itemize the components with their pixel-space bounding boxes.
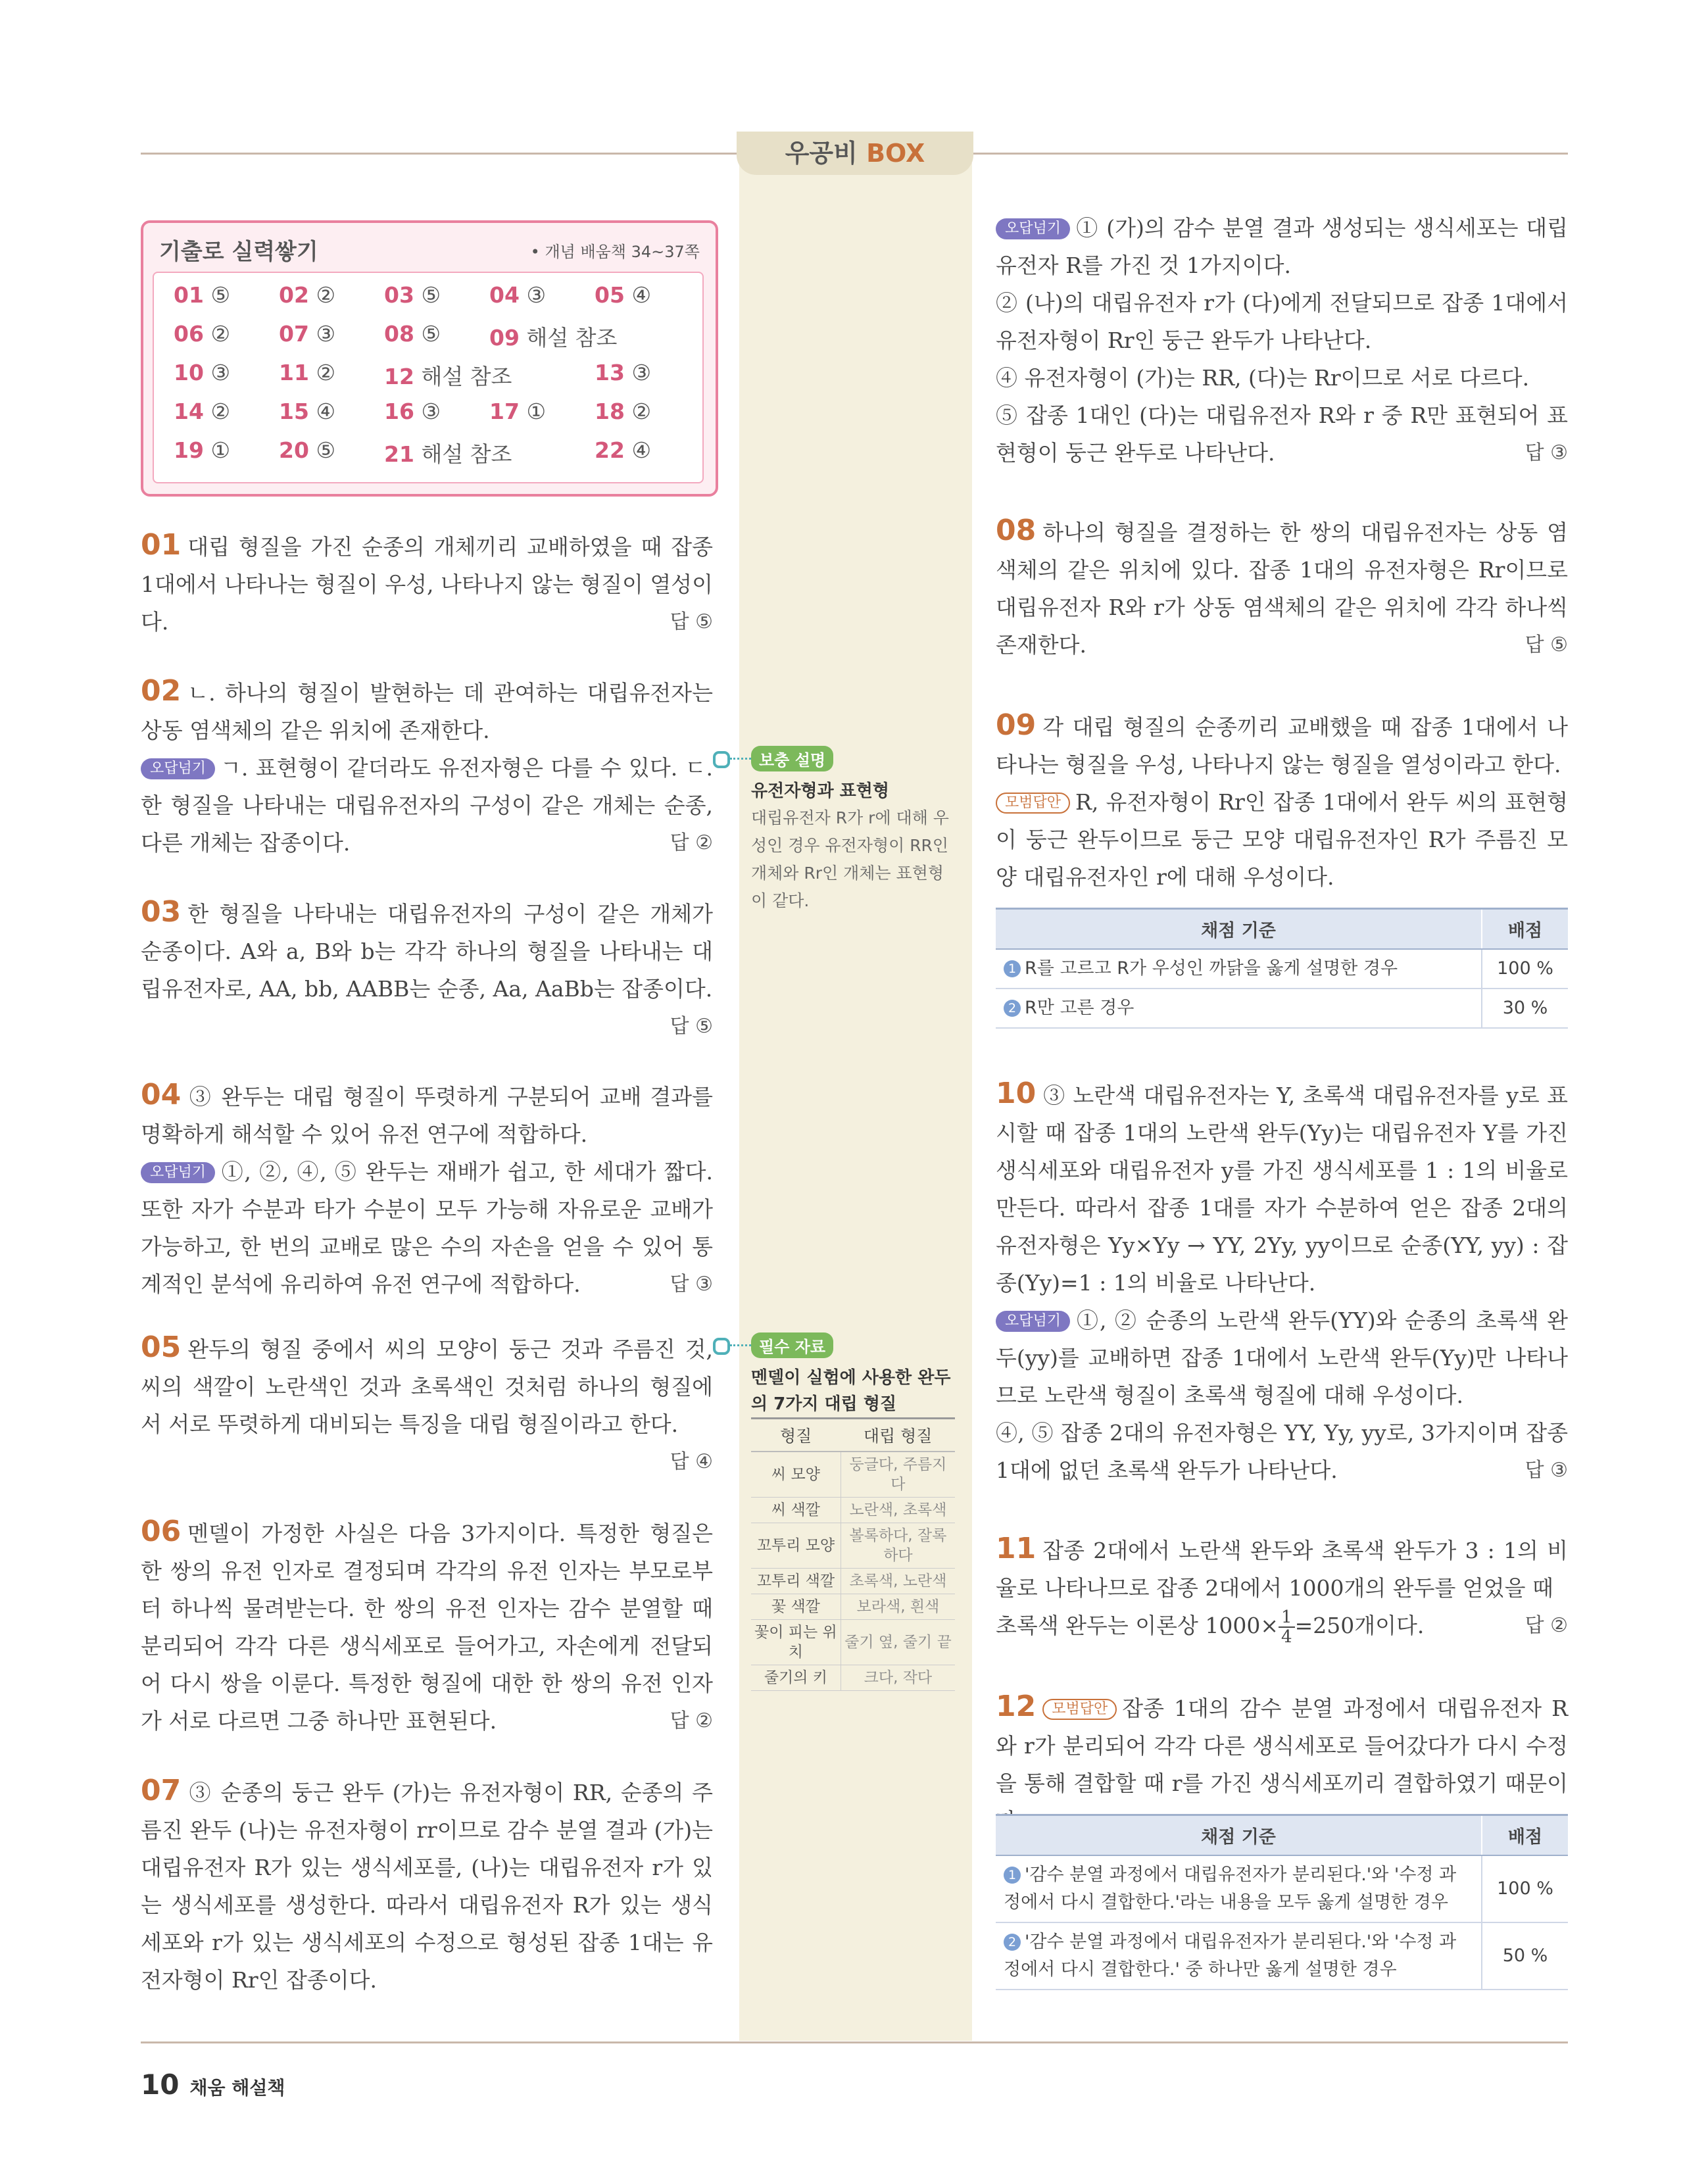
page-footer [141, 2068, 285, 2101]
question-number: 06 [141, 1515, 182, 1548]
question-number: 01 [141, 528, 182, 562]
grading-header-criteria: 채점 기준 [996, 1815, 1482, 1856]
question-07: 07 ③ 순종의 둥근 완두 (가)는 유전자형이 RR, 순종의 주름진 완두 (나)는 유전자형이 rr이므로 감수 분열 결과 (가)는 대립유전자 R가 있는 생식세포를, (나)는 대립유전자 r가 있는 생식세포를 생성한다. 따라서 대립유전자 R가 있는 생식세포와 r가 있는 생식세포의 수정으로 형성된 잡종 1대는 유전자형이 Rr인 잡종이다. [141, 1774, 713, 1993]
question-number: 11 [996, 1532, 1037, 1565]
wrong-answer-badge: 오답넘기 [996, 218, 1070, 239]
answer-mark: 답 ③ [1525, 441, 1568, 464]
supplement-body: 대립유전자 R가 r에 대해 우성인 경우 유전자형이 RR인 개체와 Rr인 개체는 표현형이 같다. [751, 808, 949, 910]
bottom-rule [141, 2041, 1568, 2043]
answer-item: 06 ② [174, 321, 231, 347]
question-09: 09 각 대립 형질의 순종끼리 교배했을 때 잡종 1대에서 나타나는 형질을 우성, 나타나지 않는 형질을 열성이라고 한다. 모범답안 R, 유전자형이 Rr인 잡종 1대에서 완두 씨의 표현형이 둥근 완두이므로 둥근 모양 대립유전자인 R가 주름진 모양 대립유전자인 r에 대해 우성이다. [996, 708, 1568, 890]
traits-table [751, 1417, 955, 1691]
question-02: 02 ㄴ. 하나의 형질이 발현하는 데 관여하는 대립유전자는 상동 염색체의 같은 위치에 존재한다. 오답넘기 ㄱ. 표현형이 같더라도 유전자형은 다를 수 있다. ㄷ. 한 형질을 나타내는 대립유전자의 구성이 같은 개체는 순종, 다른 개체는 잡종이다. 답 ② [141, 672, 713, 862]
page-number: 10 [141, 2068, 180, 2101]
essential-heading: 멘델이 실험에 사용한 완두의 7가지 대립 형질 [751, 1368, 951, 1414]
grading-header-score: 배점 [1482, 1815, 1568, 1856]
answer-box [141, 220, 718, 497]
answer-item: 08 ⑤ [384, 321, 441, 347]
answer-item: 12 해설 참조 [384, 364, 512, 389]
side-note-essential [751, 1332, 962, 1691]
answer-mark: 답 ⑤ [670, 1015, 713, 1038]
traits-row: 꽃 색깔 보라색, 흰색 [751, 1594, 955, 1620]
answer-item: 02 ② [279, 282, 336, 308]
model-answer-badge: 모범답안 [996, 793, 1070, 814]
answer-item: 05 ④ [595, 282, 652, 308]
question-number: 12 [996, 1690, 1037, 1723]
question-number: 03 [141, 895, 182, 929]
traits-row: 꼬투리 모양 볼록하다, 잘록하다 [751, 1523, 955, 1569]
answer-mark: 답 ④ [670, 1450, 713, 1473]
connector-line [730, 1344, 751, 1346]
answer-item: 20 ⑤ [279, 437, 336, 463]
wrong-answer-badge: 오답넘기 [141, 1162, 215, 1183]
question-12: 12 모범답안 잡종 1대의 감수 분열 과정에서 대립유전자 R와 r가 분리되어 각각 다른 생식세포로 들어갔다가 다시 수정을 통해 결합할 때 r를 가진 생식세포끼리 결합하였기 때문이 [996, 1690, 1568, 1796]
grading-header-score: 배점 [1482, 909, 1568, 950]
grading-row: 1 '감수 분열 과정에서 대립유전자가 분리된다.'와 '수정 과정에서 다시 결합한다.'라는 내용을 모두 옳게 설명한 경우 100 % [996, 1855, 1568, 1922]
question-08: 08 하나의 형질을 결정하는 한 쌍의 대립유전자는 상동 염색체의 같은 위치에 있다. 잡종 1대의 유전자형은 Rr이므로 대립유전자 R와 r가 상동 염색체의 같은 위치에 각각 하나씩 존재한다. 답 ⑤ [996, 512, 1568, 664]
answer-item: 18 ② [595, 399, 652, 424]
model-answer-badge: 모범답안 [1042, 1699, 1117, 1720]
question-03: 03 한 형질을 나타내는 대립유전자의 구성이 같은 개체가 순종이다. A와 a, B와 b는 각각 하나의 형질을 나타내는 대립유전자로, AA, bb, AABB는 순종, Aa, AaBb는 잡종이다. 답 ⑤ [141, 893, 713, 1045]
answer-item: 01 ⑤ [174, 282, 231, 308]
grading-row: 2 R만 고른 경우 30 % [996, 989, 1568, 1028]
answer-mark: 답 ② [670, 1709, 713, 1732]
question-11: 11 잡종 2대에서 노란색 완두와 초록색 완두가 3 : 1의 비율로 나타나므로 잡종 2대에서 1000개의 완두를 얻었을 때 초록색 완두는 이론상 1000× $\frac{1}{4}$ =250개이다. 답 ② [996, 1532, 1568, 1647]
traits-header-trait: 형질 [751, 1419, 841, 1452]
supplement-tag: 보충 설명 [751, 746, 833, 771]
question-04: 04 ③ 완두는 대립 형질이 뚜렷하게 구분되어 교배 결과를 명확하게 해석할 수 있어 유전 연구에 적합하다. 오답넘기 ①, ②, ④, ⑤ 완두는 재배가 쉽고, 한 세대가 짧다. 또한 자가 수분과 타가 수분이 모두 가능해 자유로운 교배가 가능하고, 한 번의 교배로 많은 수의 자손을 얻을 수 있어 통계적인 분석에 유리하여 유전 연구에 적합하다. 답 ③ [141, 1076, 713, 1303]
essential-tag: 필수 자료 [751, 1332, 833, 1358]
question-06: 06 멘델이 가정한 사실은 다음 3가지이다. 특정한 형질은 한 쌍의 유전 인자로 결정되며 각각의 유전 인자는 부모로부터 하나씩 물려받는다. 한 쌍의 유전 인자는 감수 분열할 때 분리되어 각각 다른 생식세포로 들어가고, 자손에게 전달되어 다시 쌍을 이룬다. 특정한 형질에 대한 한 쌍의 유전 인자가 서로 다르면 그중 하나만 표현된다. 답 ② [141, 1513, 713, 1740]
answer-mark: 답 ⑤ [670, 610, 713, 633]
traits-row: 꼬투리 색깔 초록색, 노란색 [751, 1569, 955, 1594]
grading-row: 2 '감수 분열 과정에서 대립유전자가 분리된다.'와 '수정 과정에서 다시 결합한다.' 중 하나만 옳게 설명한 경우 50 % [996, 1922, 1568, 1990]
answer-grid [153, 272, 704, 483]
side-column [739, 163, 972, 2041]
answer-item: 03 ⑤ [384, 282, 441, 308]
question-number: 04 [141, 1078, 182, 1112]
answer-item: 11 ② [279, 360, 336, 385]
question-01: 01 대립 형질을 가진 순종의 개체끼리 교배하였을 때 잡종 1대에서 나타나는 형질이 우성, 나타나지 않는 형질이 열성이다. 답 ⑤ [141, 526, 713, 641]
answer-mark: 답 ② [670, 831, 713, 854]
answer-item: 14 ② [174, 399, 231, 424]
answer-item: 04 ③ [489, 282, 547, 308]
question-10: 10 ③ 노란색 대립유전자는 Y, 초록색 대립유전자를 y로 표시할 때 잡종 1대의 노란색 완두(Yy)는 대립유전자 Y를 가진 생식세포와 대립유전자 y를 가진 생식세포를 1 : 1의 비율로 만든다. 따라서 잡종 1대를 자가 수분하여 얻은 잡종 2대의 유전자형은 Yy×Yy → YY, 2Yy, yy이므로 순종(YY, yy) : 잡종(Yy)=1 : 1의 비율로 나타난다. 오답넘기 ①, ② 순종의 노란색 완두(YY)와 순종의 초록색 완두(yy)를 교배하면 잡종 1대에서 노란색 완두(Yy)만 나타나므로 노란색 형질이 초록색 형질에 대해 우성이다. ④, ⑤ 잡종 2대의 유전자형은 YY, Yy, yy로, 3가지이며 잡종 1대에 없던 초록색 완두가 나타난다. 답 ③ [996, 1075, 1568, 1489]
number-icon: 1 [1004, 960, 1021, 977]
number-icon: 2 [1004, 1934, 1021, 1951]
grading-table-09 [996, 908, 1568, 1029]
grading-row: 1 R를 고르고 R가 우성인 까닭을 옳게 설명한 경우 100 % [996, 949, 1568, 989]
number-icon: 1 [1004, 1867, 1021, 1884]
traits-row: 씨 모양 둥글다, 주름지다 [751, 1452, 955, 1498]
traits-row: 꽃이 피는 위치 줄기 옆, 줄기 끝 [751, 1620, 955, 1665]
answer-box-title: 기출로 실력쌓기 [159, 239, 318, 265]
question-number: 05 [141, 1331, 182, 1364]
grading-table-12 [996, 1814, 1568, 1990]
answer-item: 16 ③ [384, 399, 441, 424]
book-title: 채움 해설책 [189, 2077, 285, 2099]
answer-item: 21 해설 참조 [384, 441, 512, 467]
side-note-supplement [751, 746, 955, 915]
answer-item: 17 ① [489, 399, 547, 424]
traits-row: 줄기의 키 크다, 작다 [751, 1665, 955, 1691]
answer-mark: 답 ② [1525, 1614, 1568, 1637]
fraction: $\frac{1}{4}$ [1279, 1608, 1295, 1646]
question-05: 05 완두의 형질 중에서 씨의 모양이 둥근 것과 주름진 것, 씨의 색깔이 노란색인 것과 초록색인 것처럼 하나의 형질에서 서로 뚜렷하게 대비되는 특징을 대립 형질이라고 한다. 답 ④ [141, 1329, 713, 1480]
connector-dot [713, 1338, 730, 1355]
answer-item: 22 ④ [595, 437, 652, 463]
traits-header-alleles: 대립 형질 [841, 1419, 955, 1452]
question-number: 02 [141, 674, 182, 708]
answer-item: 13 ③ [595, 360, 652, 385]
question-07-wrong: 오답넘기 ① (가)의 감수 분열 결과 생성되는 생식세포는 대립유전자 R를 가진 것 1가지이다. ② (나)의 대립유전자 r가 (다)에게 전달되므로 잡종 1대에서 유전자형이 Rr인 둥근 완두가 나타난다. ④ 유전자형이 (가)는 RR, (다)는 Rr이므로 서로 다르다. ⑤ 잡종 1대인 (다)는 대립유전자 R와 r 중 R만 표현되어 표현형이 둥근 완두로 나타난다. 답 ③ [996, 209, 1568, 472]
traits-row: 씨 색깔 노란색, 초록색 [751, 1498, 955, 1523]
question-number: 08 [996, 514, 1037, 547]
connector-line [730, 758, 751, 760]
answer-item: 15 ④ [279, 399, 336, 424]
grading-header-criteria: 채점 기준 [996, 909, 1482, 950]
question-number: 10 [996, 1077, 1037, 1110]
wrong-answer-badge: 오답넘기 [141, 758, 215, 779]
question-number: 09 [996, 708, 1037, 742]
answer-mark: 답 ③ [1525, 1459, 1568, 1482]
answer-mark: 답 ⑤ [1525, 633, 1568, 656]
answer-item: 19 ① [174, 437, 231, 463]
supplement-heading: 유전자형과 표현형 [751, 781, 889, 801]
answer-item: 07 ③ [279, 321, 336, 347]
answer-item: 10 ③ [174, 360, 231, 385]
question-number: 07 [141, 1774, 182, 1807]
box-title: 우공비 BOX [737, 132, 973, 175]
answer-mark: 답 ③ [670, 1273, 713, 1296]
number-icon: 2 [1004, 1000, 1021, 1017]
connector-dot [713, 751, 730, 768]
answer-item: 09 해설 참조 [489, 325, 618, 351]
wrong-answer-badge: 오답넘기 [996, 1311, 1070, 1332]
answer-box-reference: • 개념 배움책 34~37쪽 [530, 243, 700, 261]
